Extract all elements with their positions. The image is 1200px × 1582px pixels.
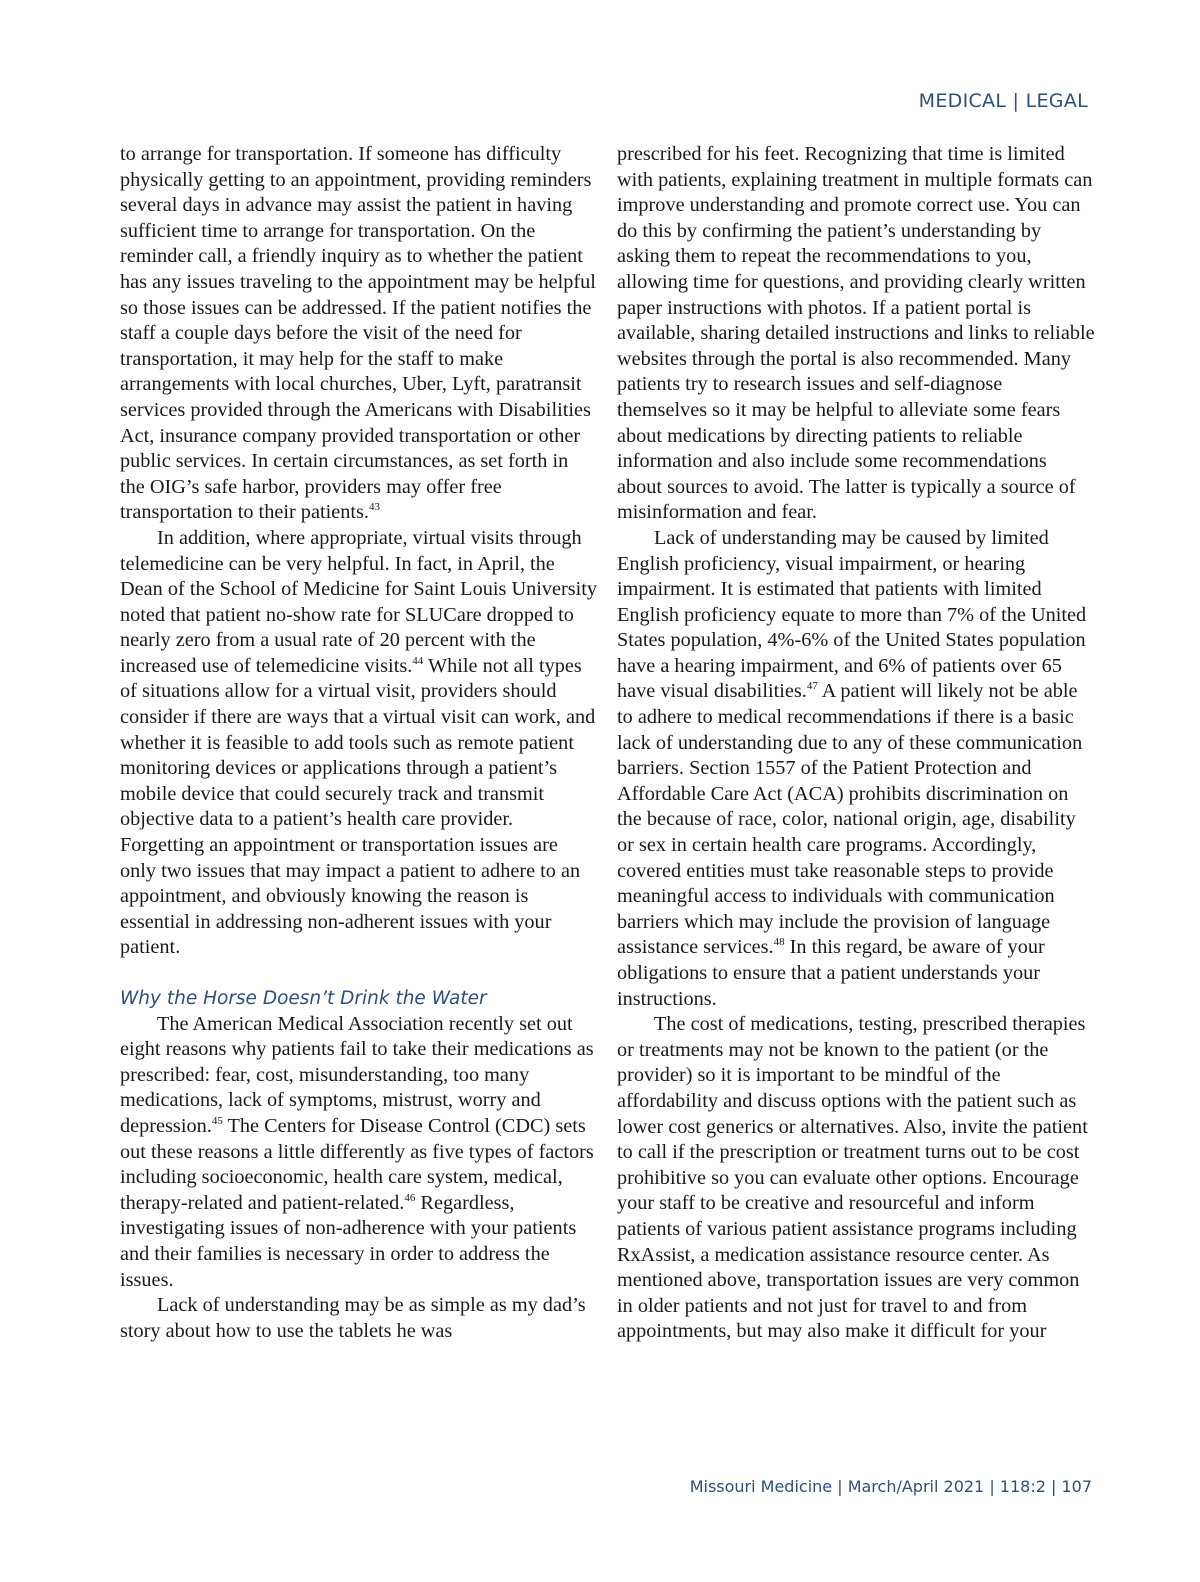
footnote-ref-45: 45	[211, 1114, 223, 1127]
paragraph-transportation: to arrange for transportation. If someone has difficulty physically getting to an appointment, providing reminders several days in advance may assist the patient in having sufficient time to arrange for transportation. On the reminder call, a friendly inquiry as to whether the patient has any issues traveling to the appointment may be helpful so those issues can be addressed. If the patient notifies the staff a couple days before the visit of the need for transportation, it may help for the staff to make arrangements with local churches, Uber, Lyft, paratransit services provided through the Americans with Disabilities Act, insurance company provided transportation or other public services. In certain circumstances, as set forth in the OIG’s safe harbor, providers may offer free transportation to their patients.$^{43}$	[120, 143, 596, 524]
paragraph-ama-reasons: The American Medical Association recently set out eight reasons why patients fail to take their medications as prescribed: fear, cost, misunderstanding, too many medications, lack of symptoms, mistrust, worry and depression.$^{45}$ The Centers for Disease Control (CDC) sets out these reasons a little differently as five types of factors including socioeconomic, health care system, medical, therapy-related and patient-related.$^{46}$ Regardless, investigating issues of non-adherence with your patients and their families is necessary in order to address the issues.	[120, 1012, 594, 1291]
paragraph-lack-of-understanding: Lack of understanding may be as simple as my dad’s story about how to use the tablets he was	[120, 1294, 586, 1342]
paragraph-cost-of-medications: The cost of medications, testing, prescribed therapies or treatments may not be known to the patient (or the provider) so it is important to be mindful of the affordability and discuss options with the patient such as lower cost generics or alternatives. Also, invite the patient to call if the prescription or treatment turns out to be cost prohibitive so you can evaluate other options. Encourage your staff to be creative and resourceful and inform patients of various patient assistance programs including RxAssist, a medication assistance resource center. As mentioned above, transportation issues are very common in older patients and not just for travel to and from appointments, but may also make it difficult for your	[617, 1013, 1088, 1343]
paragraph-communication-barriers: Lack of understanding may be caused by limited English proficiency, visual impairment, or hearing impairment. It is estimated that patients with limited English proficiency equate to more than 7% of the United States population, 4%-6% of the United States population have a hearing impairment, and 6% of patients over 65 have visual disabilities.$^{47}$ A patient will likely not be able to adhere to medical recommendations if there is a basic lack of understanding due to any of these communication barriers. Section 1557 of the Patient Protection and Affordable Care Act (ACA) prohibits discrimination on the because of race, color, national origin, age, disability or sex in certain health care programs. Accordingly, covered entities must take reasonable steps to provide meaningful access to individuals with communication barriers which may include the provision of language assistance services.$^{48}$ In this regard, be aware of your obligations to ensure that a patient understands your instructions.	[617, 526, 1087, 1010]
left-column	[120, 142, 598, 1344]
paragraph-telemedicine: In addition, where appropriate, virtual visits through telemedicine can be very helpful. In fact, in April, the Dean of the School of Medicine for Saint Louis University noted that patient no-show rate for SLUCare dropped to nearly zero from a usual rate of 20 percent with the increased use of telemedicine visits.$^{44}$ While not all types of situations allow for a virtual visit, providers should consider if there are ways that a virtual visit can work, and whether it is feasible to add tools such as remote patient monitoring devices or applications through a patient’s mobile device that could securely track and transmit objective data to a patient’s health care provider. Forgetting an appointment or transportation issues are only two issues that may impact a patient to adhere to an appointment, and obviously knowing the reason is essential in addressing non-adherent issues with your patient.	[120, 526, 598, 959]
right-column	[617, 142, 1095, 1345]
footnote-ref-43: 43	[368, 501, 380, 514]
page-footer: Missouri Medicine | March/April 2021 | 118:2 | 107	[689, 1477, 1092, 1496]
footnote-ref-47: 47	[806, 680, 818, 693]
footnote-ref-48: 48	[773, 936, 785, 949]
section-heading: Why the Horse Doesn’t Drink the Water	[120, 988, 487, 1009]
footnote-ref-46: 46	[404, 1191, 416, 1204]
section-header: MEDICAL | LEGAL	[918, 90, 1088, 112]
footnote-ref-44: 44	[412, 654, 424, 667]
paragraph-treatment-formats: prescribed for his feet. Recognizing that time is limited with patients, explaining treatment in multiple formats can improve understanding and promote correct use. You can do this by confirming the patient’s understanding by asking them to repeat the recommendations to you, allowing time for questions, and providing clearly written paper instructions with photos. If a patient portal is available, sharing detailed instructions and links to reliable websites through the portal is also recommended. Many patients try to research issues and self-diagnose themselves so it may be helpful to alleviate some fears about medications by directing patients to reliable information and also include some recommendations about sources to avoid. The latter is typically a source of misinformation and fear.	[617, 143, 1095, 524]
